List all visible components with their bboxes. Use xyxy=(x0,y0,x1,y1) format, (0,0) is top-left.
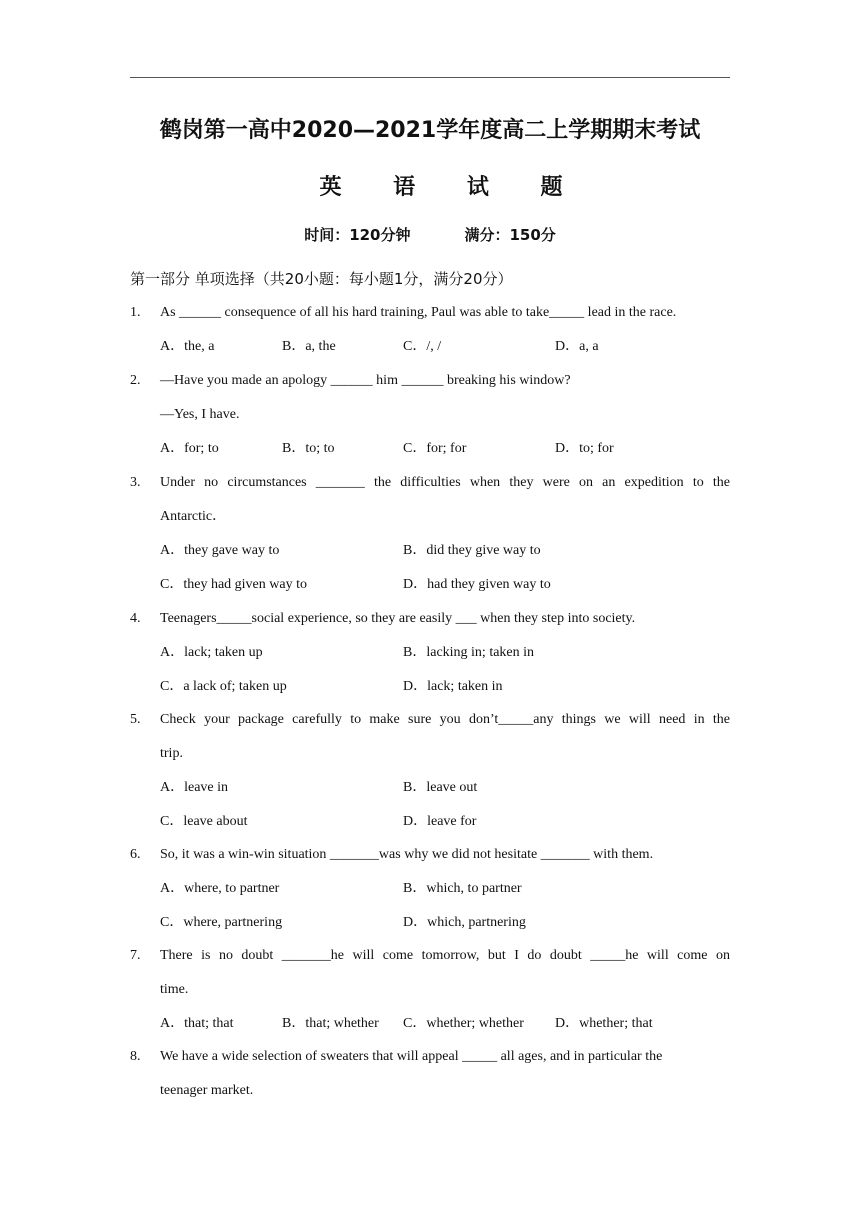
exam-title: 鹤岗第一高中2020—2021学年度高二上学期期末考试 xyxy=(159,118,701,143)
question-text: —Have you made an apology ______ him ______ breaking his window? xyxy=(160,373,571,388)
question-number: 5. xyxy=(130,712,141,727)
question-number: 7. xyxy=(130,948,141,963)
option-b: B．a, the xyxy=(282,339,336,354)
option-c: C．whether; whether xyxy=(403,1016,524,1031)
section-heading: 第一部分 单项选择（共20小题：每小题1分，满分20分） xyxy=(130,270,513,288)
option-d: D．which, partnering xyxy=(403,915,526,930)
option-c: C．they had given way to xyxy=(160,577,307,592)
option-a: A．they gave way to xyxy=(160,543,280,558)
option-d: D．lack; taken in xyxy=(403,679,503,694)
exam-subject: 英 语 试 题 xyxy=(319,175,585,200)
question-text: teenager market. xyxy=(160,1083,254,1098)
question-text: Antarctic． xyxy=(160,509,227,524)
question-text: Teenagers_____social experience, so they are easily ___ when they step into society. xyxy=(160,611,636,626)
exam-time: 时间：120分钟 xyxy=(304,226,411,244)
question-text: time. xyxy=(160,982,189,997)
question-number: 6. xyxy=(130,847,141,862)
exam-meta xyxy=(0,224,860,245)
option-a: A．for; to xyxy=(160,441,219,456)
question-text: So, it was a win-win situation _______was why we did not hesitate _______ with them. xyxy=(160,847,654,862)
option-c: C．a lack of; taken up xyxy=(160,679,287,694)
question-text: Check your package carefully to make sure you don’t_____any things we will need in the xyxy=(160,712,730,727)
option-a: A．leave in xyxy=(160,780,229,795)
option-a: A．that; that xyxy=(160,1016,234,1031)
option-c: C．where, partnering xyxy=(160,915,283,930)
option-d: D．a, a xyxy=(555,339,599,354)
option-d: D．had they given way to xyxy=(403,577,551,592)
option-a: A．the, a xyxy=(160,339,215,354)
question-number: 3. xyxy=(130,475,141,490)
exam-score: 满分：150分 xyxy=(464,226,556,244)
question-number: 2. xyxy=(130,373,141,388)
option-d: D．leave for xyxy=(403,814,477,829)
option-a: A．where, to partner xyxy=(160,881,280,896)
option-b: B．did they give way to xyxy=(403,543,541,558)
question-text: As ______ consequence of all his hard training, Paul was able to take_____ lead in the race. xyxy=(160,305,677,320)
question-text: There is no doubt _______he will come tomorrow, but I do doubt _____he will come on xyxy=(160,948,730,963)
option-d: D．to; for xyxy=(555,441,614,456)
option-b: B．lacking in; taken in xyxy=(403,645,535,660)
option-c: C．leave about xyxy=(160,814,248,829)
option-b: B．to; to xyxy=(282,441,335,456)
question-number: 4. xyxy=(130,611,141,626)
question-number: 8. xyxy=(130,1049,141,1064)
question-text: We have a wide selection of sweaters that will appeal _____ all ages, and in particular the xyxy=(160,1049,663,1064)
option-c: C．for; for xyxy=(403,441,467,456)
question-text: Under no circumstances _______ the difficulties when they were on an expedition to the xyxy=(160,475,730,490)
question-number: 1. xyxy=(130,305,141,320)
option-b: B．which, to partner xyxy=(403,881,522,896)
header-rule xyxy=(130,77,730,78)
question-text: —Yes, I have. xyxy=(160,407,240,422)
option-b: B．that; whether xyxy=(282,1016,379,1031)
question-text: trip. xyxy=(160,746,183,761)
option-b: B．leave out xyxy=(403,780,478,795)
option-d: D．whether; that xyxy=(555,1016,653,1031)
option-c: C．/, / xyxy=(403,339,442,354)
option-a: A．lack; taken up xyxy=(160,645,263,660)
